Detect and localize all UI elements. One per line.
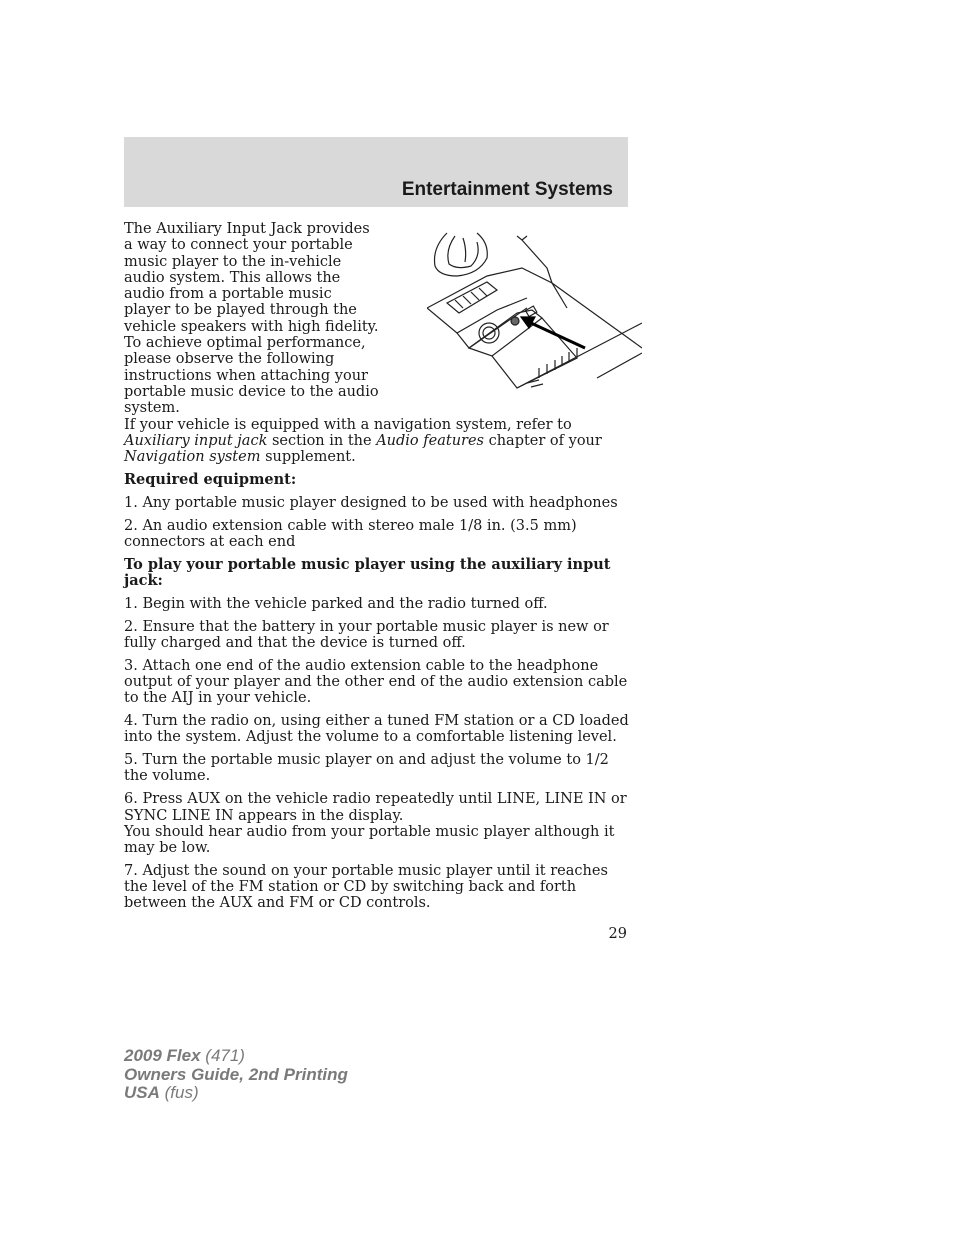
aux-jack-illustration — [427, 228, 642, 393]
step-6: 6. Press AUX on the vehicle radio repeatedly until LINE, LINE IN or SYNC LINE IN appears in the display. — [124, 791, 627, 824]
step-1: 1. Begin with the vehicle parked and the radio turned off. — [124, 595, 548, 612]
navigation-note — [124, 417, 630, 466]
footer-market: USA — [124, 1083, 160, 1102]
intro-block — [124, 221, 630, 417]
step-7: 7. Adjust the sound on your portable music player until it reaches the level of the FM station or CD by switching back and forth between the AUX and FM or CD controls. — [124, 862, 608, 912]
nav-note-text: supplement. — [260, 449, 356, 466]
intro-paragraph: The Auxiliary Input Jack provides a way to connect your portable music player to the in-vehicle audio system. This allows the audio from a portable music player to be played through the vehicle speakers with high fidelity. To achieve optimal performance, please observe the following instructions when attaching your portable music device to the audio system. — [124, 221, 379, 417]
footer-model-code: (471) — [200, 1046, 245, 1065]
steps-heading: To play your portable music player using the auxiliary input jack: — [124, 555, 611, 589]
section-header — [124, 137, 628, 207]
footer-line-3 — [124, 1084, 348, 1103]
step-6-note: You should hear audio from your portable music player although it may be low. — [124, 823, 615, 857]
nav-note-text: chapter of your — [483, 432, 602, 449]
step-2: 2. Ensure that the battery in your portable music player is new or fully charged and that the device is turned off. — [124, 618, 609, 651]
console-drawing-icon — [427, 228, 642, 393]
nav-note-ref-nav: Navigation system — [124, 449, 261, 466]
nav-note-text: If your vehicle is equipped with a navigation system, refer to — [124, 416, 572, 433]
page-number: 29 — [608, 926, 627, 942]
required-equipment-heading: Required equipment: — [124, 470, 297, 488]
section-title: Entertainment Systems — [401, 179, 613, 200]
step-4: 4. Turn the radio on, using either a tuned FM station or a CD loaded into the system. Adjust the volume to a comfortable listening level. — [124, 713, 629, 746]
document-footer — [124, 1047, 348, 1103]
nav-note-text: section in the — [267, 432, 377, 449]
required-item-2: 2. An audio extension cable with stereo male 1/8 in. (3.5 mm) connectors at each end — [124, 517, 577, 550]
nav-note-ref-aij: Auxiliary input jack — [124, 432, 268, 449]
nav-note-ref-audio: Audio features — [376, 432, 484, 449]
page-content — [124, 221, 630, 912]
required-item-1: 1. Any portable music player designed to be used with headphones — [124, 494, 618, 511]
footer-model: 2009 Flex — [124, 1046, 201, 1065]
footer-line-1 — [124, 1047, 348, 1066]
step-5: 5. Turn the portable music player on and adjust the volume to 1/2 the volume. — [124, 752, 609, 785]
step-3: 3. Attach one end of the audio extension cable to the headphone output of your player and the other end of the audio extension cable to the AIJ in your vehicle. — [124, 657, 628, 707]
footer-market-code: (fus) — [159, 1083, 199, 1102]
footer-line-2: Owners Guide, 2nd Printing — [124, 1064, 348, 1084]
